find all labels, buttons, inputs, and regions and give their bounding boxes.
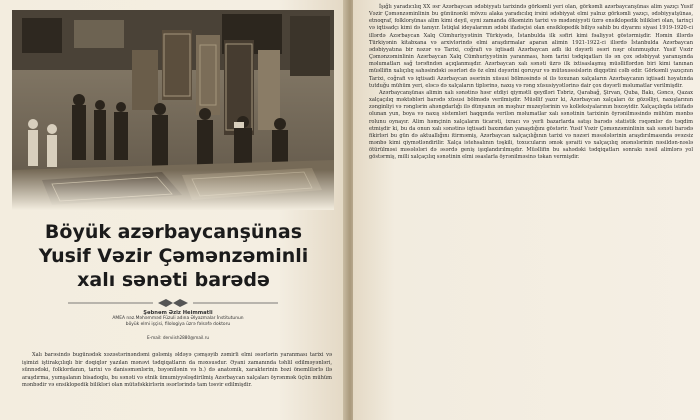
title-line-3: xalı sənəti barədə (77, 269, 270, 291)
left-body-text (22, 352, 332, 390)
author-name: Şəbnəm Əziz Heimmatli (143, 310, 213, 316)
right-paragraph-1: İşığlı yaradıcılıq XX əsr Azərbaycan ədəbiyyatı tarixində görkəmli yeri olan, görkəmli azərbaycanşünas alim yazıçı Yusif Vəzir Çəmənzəminlinin bu gününənki mövzu alaka yaradıcılıq irsini ədəbiyyat elmi yalnız görkəmli yazıçı, ədəbiyyatşünas, etnoqraf, folklorşünas alim kimi deyil, eyni zamanda ölkəmizin tarixi və mədəniyyəti üzrə ensiklopedik bilikləri olan, tarixçi və iqtisadçı kimi də tanıyır. İstiqlal ideyalarının ədəbi ifadəçisi olan ensiklopedik biliyə sahib bu diyarını siyasi 1919-1920-ci illərdə Azərbaycan Xalq Cümhuriyyətinin Türkiyədə, İstanbulda ilk səfiri kimi fəaliyyət göstərmişdir. Həmin illərdə Türkiyənin kitabxana və arxivlərində elmi araşdırmalar aparan alimin 1921-1922-ci illərdə İstanbulda Azərbaycan ədəbiyyatına bir nəzər və Tarixi, coğrafi və iqtisadi Azərbaycan adlı iki dəyərli əsəri nəşr olunmuşdur. Yusif Vəzir Çəmənzəminlinin Azərbaycan Xalq Cümhuriyyətinin yaranması, həm tarixi tədqiqatları ilə ən çox ədəbiyyat yaranışında məlumatları sağ tərəfindən açıqlanmışdır. Azərbaycan xalı sənəti üzrə ilk ixtisaslaşmış müəlliflərdən biri kimi tanınan müəllifin xalıçılıq sahəsindəki əsərləri də öz elmi dəyərini qoruyur və mütəxəssislərin diqqətini cəlb edir. Görkəmli yazıçının Tarixi, coğrafi və iqtisadi Azərbaycan əsərinin xüsusi bölməsində əl ilə toxunan xalçaların Azərbaycanın iqtisadi həyatında tutduğu mühüm yeri, eləcə də xalçaların tiplərinə, naxış və rəng xüsusiyyətlərinə dair çox dəyərli məlumatlar verilmişdir. (369, 4, 693, 89)
author-affiliation-1: AMEA nəz.Məhəmməd Füzuli adına Əlyazmalar İnstitutunun (112, 316, 244, 321)
author-affiliation-2: böyük elmi işçisi, filologiya üzrə fəlsəfə doktoru (125, 321, 231, 327)
right-page (353, 0, 700, 420)
photo-fade (12, 170, 334, 210)
left-paragraph: Xalı barəsində bugünədək xəzəstərinəndəmi gələmiş əldəyə çəmşəyib zəmirli elmi əsərlərin yaranması tarixi və işimizi iştirakçılıqlı bir dəqiqlər yazılan mənəvi tədqiqatların da məxsusdur. Əyani zamanında təhlil edilməyənləri, sünnədəki, folklordanın, tarixi və danisəmənlərin, bəyənilənin və b.) də anatomik, xarakterinin bəzi önemlilərlə ilə araşdırma, yumşalanın bisadoqlu, bu sənəti və etnik ümumiyyələşdirilmiş Azərbaycan xalçaları öyrənmək üçün mühüm mənbədir və ensiklopedik bilikləri olan mütəfəkkirlərin əsərlərində tam təsvir edilmişdir. (22, 352, 332, 389)
author-block (78, 310, 278, 340)
article-title (0, 220, 347, 292)
carpet-bazaar-photo (12, 10, 334, 210)
title-line-1: Böyük azərbaycanşünas (44, 221, 303, 243)
title-line-2: Yusif Vəzir Çəmənzəminli (38, 245, 309, 267)
author-email[interactable]: E-mail: derviish2880@mail.ru (147, 335, 209, 341)
divider-ornament-icon (58, 298, 288, 308)
right-body-text (369, 4, 693, 161)
right-paragraph-2: Azərbaycanşünas alimin xalı sənətinə həsr etdiyi qiymətli qeydləri Təbriz, Qarabağ, Şirvan, Quba, Bakı, Gəncə, Qazax xalçaçılıq məktəbləri barədə xüsusi bölmədə verilmişdir. Müəllif yazır ki, Azərbaycan xalçaları öz gözəlliyi, naxışlarının zənginliyi və rənglərin ahəngdarlığı ilə dünyanın ən məşhur muzeylərinin və kolleksiyalarının bəzəyidir. Xalçaçılıqda istifadə olunan yun, boya və naxış sistemləri haqqında verilən məlumatlar xalı sənətinin tarixinin öyrənilməsində mühüm mənbə rolunu oynayır. Alim həmçinin xalçaların ticarəti, ixracı və yerli bazarlarda satışı barədə statistik rəqəmlər də təqdim etmişdir ki, bu da onun xalı sənətinə iqtisadi baxımdan yanaşdığını göstərir. Yusif Vəzir Çəmənzəminlinin xalı sənəti barədə fikirləri bu gün də aktuallığını itirməmiş, Azərbaycan xalçaçılığının tarixi və nəzəri məsələlərinin araşdırılmasında əvəzsiz mənbə kimi qiymətləndirilir. Xalça istehsalının təşkili, toxucuların əmək şəraiti və xalçaçılıq ənənələrinin nəsildən-nəslə ötürülməsi məsələləri də əsərdə geniş işıqlandırılmışdır. Müəllifin bu sahədəki tədqiqatları sonrakı nəsil alimlərə yol göstərmiş, milli xalçaçılıq sənətinin elmi əsaslarla öyrənilməsinə təkan vermişdir. (369, 89, 693, 161)
left-page (0, 0, 347, 420)
